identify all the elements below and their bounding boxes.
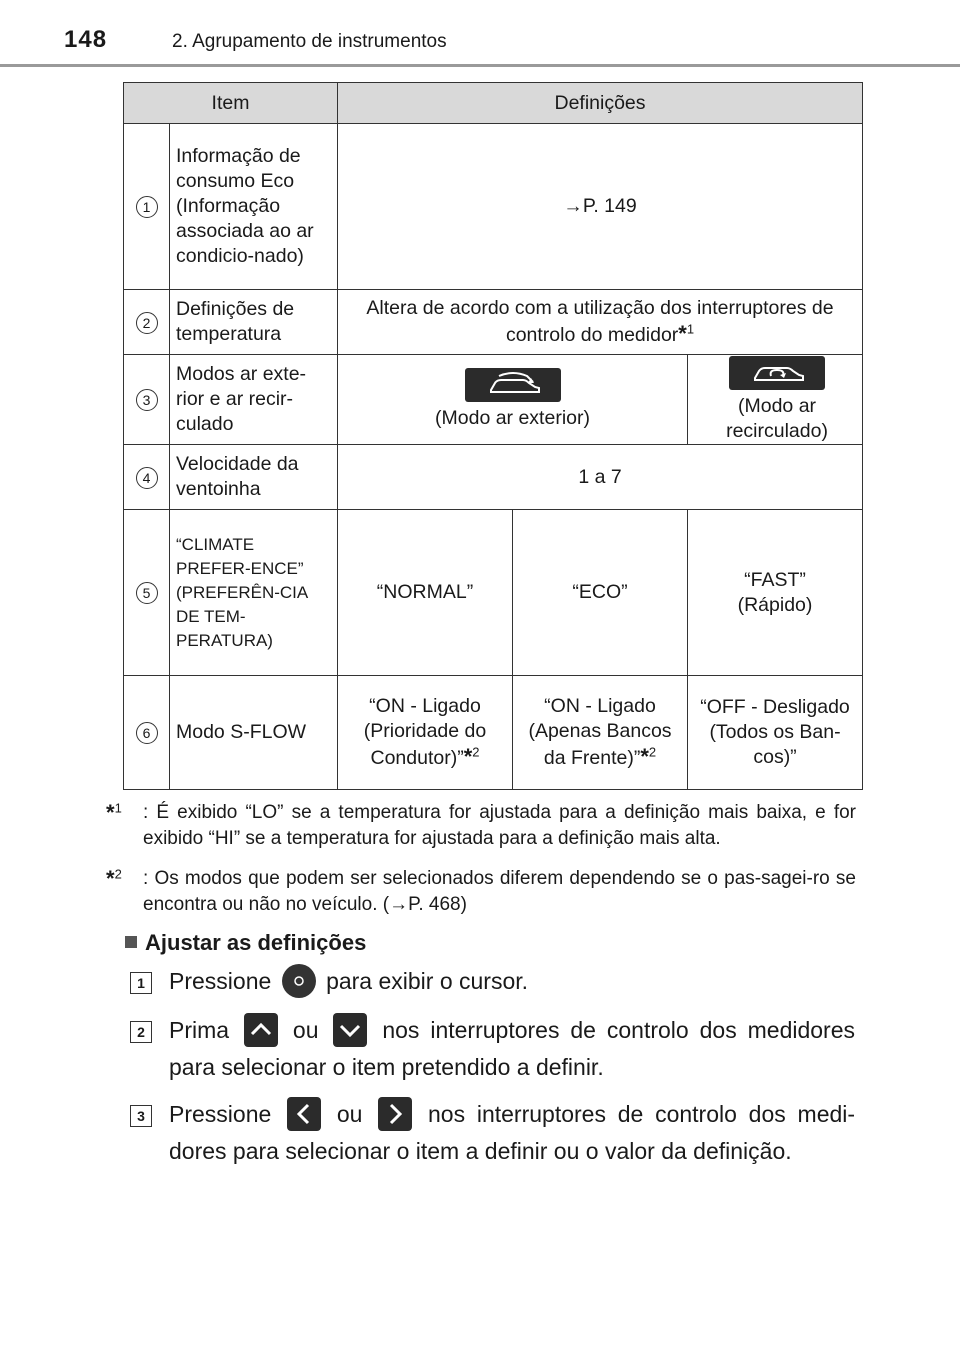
step-text: Pressione para exibir o cursor. (169, 963, 855, 1000)
footnote-marker: *$^1$ (106, 800, 122, 825)
definition-cell: “OFF - Desligado (Todos os Ban-cos)” (688, 676, 863, 790)
footnote-mark: * (678, 321, 687, 346)
recirculated-air-mode-icon (729, 356, 825, 390)
column-header-item: Item (124, 83, 338, 124)
option-note: (Rápido) (737, 593, 813, 616)
row-number-cell (124, 124, 170, 290)
step-text: Pressione ou nos interruptores de controlo dos medi- dores para selecionar o item a definir ou o valor da definição. (169, 1096, 855, 1169)
definition-cell: “ECO” (513, 510, 688, 676)
item-cell: “CLIMATE PREFER-ENCE” (PREFERÊN-CIA DE TEM-PERATURA) (170, 510, 338, 676)
page-number: 148 (64, 26, 108, 53)
option-label: “ON - Ligado (Prioridade do Condutor)” (363, 695, 487, 769)
row-number: 4 (136, 467, 158, 489)
row-number-cell (124, 676, 170, 790)
row-number: 5 (136, 582, 158, 604)
outside-air-mode-icon (465, 368, 561, 402)
section-title: Ajustar as definições (125, 930, 366, 956)
table-row (124, 355, 863, 445)
item-cell: Velocidade da ventoinha (170, 445, 338, 510)
row-number-cell (124, 290, 170, 355)
footnote-ref: 2 (472, 744, 480, 760)
item-cell: Modo S-FLOW (170, 676, 338, 790)
definition-cell (513, 676, 688, 790)
table-row (124, 676, 863, 790)
footnote-marker: *$^2$ (106, 866, 122, 891)
recirculated-air-mode-label: (Modo ar recirculado) (726, 394, 828, 442)
row-number: 3 (136, 389, 158, 411)
definition-cell (338, 676, 513, 790)
table-header-row (124, 83, 863, 124)
settings-table (123, 82, 863, 790)
footnote (106, 800, 856, 852)
footnote-mark: * (463, 744, 473, 769)
row-number: 2 (136, 312, 158, 334)
left-arrow-button-icon (287, 1097, 321, 1131)
chapter-title: 2. Agrupamento de instrumentos (172, 31, 447, 52)
option-label: “FAST” (744, 568, 806, 591)
footnote-ref: 2 (648, 744, 657, 760)
footnote-ref: 1 (686, 321, 695, 337)
row-number-cell (124, 510, 170, 676)
up-arrow-button-icon (244, 1013, 278, 1047)
table-row (124, 124, 863, 290)
definition-text: Altera de acordo com a utilização dos interruptores de controlo do medidor (366, 297, 834, 346)
row-number-cell (124, 355, 170, 445)
step-number: 2 (130, 1021, 152, 1043)
bullet-square-icon (125, 936, 137, 948)
row-number: 1 (136, 196, 158, 218)
column-header-definitions: Definições (338, 83, 863, 124)
step-number: 1 (130, 972, 152, 994)
definition-cell: “NORMAL” (338, 510, 513, 676)
definition-cell (688, 355, 863, 445)
header-rule (0, 64, 960, 67)
footnote-text: : Os modos que podem ser selecionados diferem dependendo se o pas-sagei-ro se encontra ou não no veículo. (→P. 468) (143, 868, 856, 915)
item-cell: Definições de temperatura (170, 290, 338, 355)
definition-cell (688, 510, 863, 676)
item-cell: Informação de consumo Eco (Informação associada ao ar condicio-nado) (170, 124, 338, 290)
outside-air-mode-label: (Modo ar exterior) (435, 407, 590, 429)
right-arrow-button-icon (378, 1097, 412, 1131)
item-cell: Modos ar exte-rior e ar recir-culado (170, 355, 338, 445)
definition-cell (338, 355, 688, 445)
row-number-cell (124, 445, 170, 510)
definition-cell: 1 a 7 (338, 445, 863, 510)
footnote-text: : É exibido “LO” se a temperatura for ajustada para a definição mais baixa, e for exibido “HI” se a temperatura for ajustada para a definição mais alta. (143, 802, 856, 849)
step-number: 3 (130, 1105, 152, 1127)
definition-cell: →P. 149 (338, 124, 863, 290)
down-arrow-button-icon (333, 1013, 367, 1047)
table-row (124, 510, 863, 676)
option-label: “ON - Ligado (Apenas Bancos da Frente)” (528, 695, 672, 769)
footnote (106, 866, 856, 918)
footnote-mark: * (640, 744, 649, 769)
row-number: 6 (136, 722, 158, 744)
table-row (124, 290, 863, 355)
table-row (124, 445, 863, 510)
definition-cell (338, 290, 863, 355)
step-text: Prima ou nos interruptores de controlo dos medidores para selecionar o item pretendido a definir. (169, 1012, 855, 1085)
circle-button-icon (282, 964, 316, 998)
